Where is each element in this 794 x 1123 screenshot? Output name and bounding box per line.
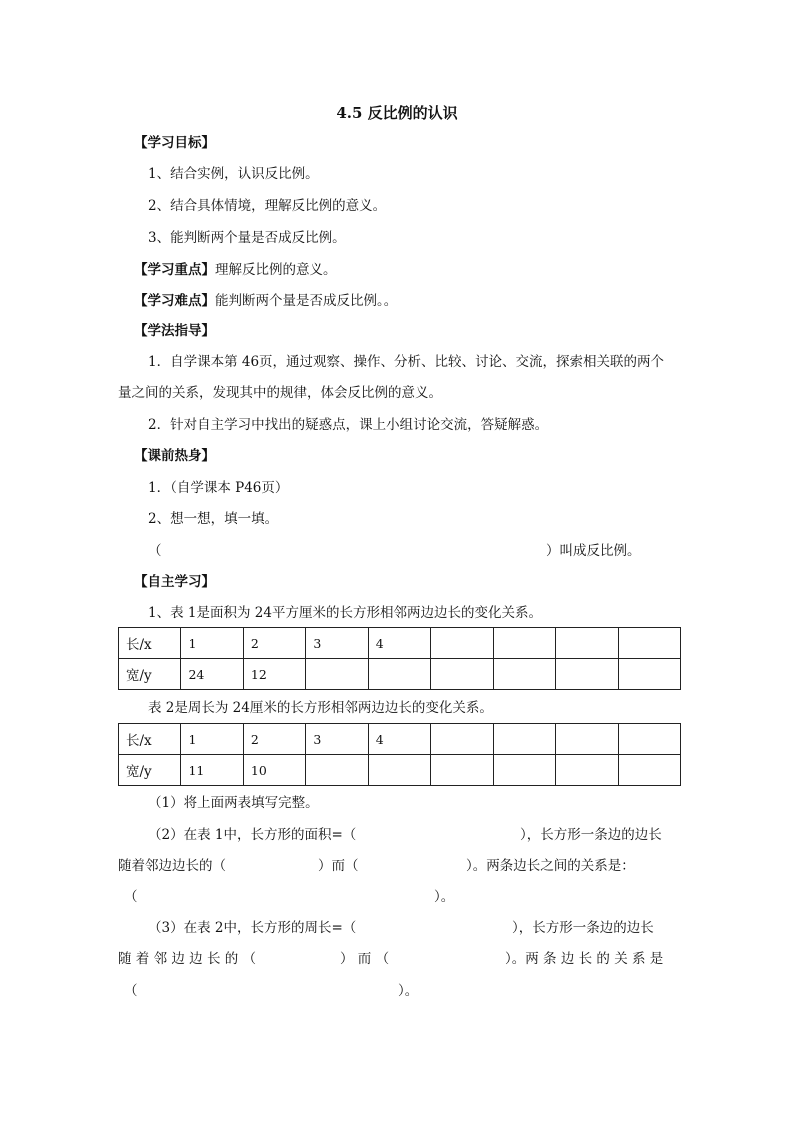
key-point-heading: 【学习重点】: [134, 262, 215, 278]
table-cell: [493, 628, 555, 659]
question-3-line3-a: （: [124, 983, 138, 999]
objective-item-3: 3、能判断两个量是否成反比例。: [148, 230, 346, 246]
question-3-line1-b: ），长方形一条边的边长: [512, 920, 654, 936]
table-cell: [493, 724, 555, 755]
table-cell: [556, 755, 618, 786]
question-2-line3-a: （: [124, 889, 138, 905]
table-row: [119, 755, 681, 786]
table-cell: 2: [243, 724, 305, 755]
method-p1-line2: 量之间的关系，发现其中的规律，体会反比例的意义。: [118, 385, 442, 401]
table-cell: [618, 659, 681, 690]
table-cell: 宽/y: [119, 755, 181, 786]
question-1: （1）将上面两表填写完整。: [148, 795, 319, 811]
difficulty-heading: 【学习难点】: [134, 293, 215, 309]
table-cell: [618, 628, 681, 659]
warmup-item-2: 2、想一想，填一填。: [148, 511, 279, 527]
table-cell: [306, 659, 368, 690]
table-cell: 2: [243, 628, 305, 659]
table-cell: 宽/y: [119, 659, 181, 690]
table-cell: 4: [368, 724, 430, 755]
warmup-heading: 【课前热身】: [134, 448, 215, 464]
table-cell: 长/x: [119, 724, 181, 755]
table-cell: [306, 755, 368, 786]
table-cell: [556, 628, 618, 659]
question-2-line2-c: ）。两条边长之间的关系是：: [466, 858, 635, 874]
table-cell: 长/x: [119, 628, 181, 659]
difficulty-line: [134, 292, 397, 310]
table-cell: 3: [306, 724, 368, 755]
question-3-line1-a: （3）在表 2中，长方形的周长=（: [148, 920, 357, 936]
table-cell: 12: [243, 659, 305, 690]
table-cell: [618, 724, 681, 755]
table-cell: 24: [181, 659, 243, 690]
table-cell: [368, 755, 430, 786]
page-title: 4.5 反比例的认识: [336, 104, 458, 122]
table-cell: [493, 755, 555, 786]
table1-caption: 1、表 1是面积为 24平方厘米的长方形相邻两边边长的变化关系。: [148, 605, 542, 621]
key-point-text: 理解反比例的意义。: [215, 262, 337, 278]
table-row: [119, 628, 681, 659]
objectives-heading: 【学习目标】: [134, 135, 215, 151]
question-3-line2-a: 随 着 邻 边 边 长 的 （: [118, 951, 257, 967]
method-heading: 【学法指导】: [134, 323, 215, 339]
method-p1-line1: 1．自学课本第 46页，通过观察、操作、分析、比较、讨论、交流，探索相关联的两个: [148, 354, 665, 370]
table-cell: 1: [181, 724, 243, 755]
table-1: [118, 627, 681, 690]
table-cell: [431, 724, 493, 755]
question-2-line2-a: 随着邻边边长的（: [118, 858, 226, 874]
question-2-line1-b: ），长方形一条边的边长: [520, 827, 662, 843]
table-row: [119, 724, 681, 755]
table-cell: 3: [306, 628, 368, 659]
objective-item-2: 2、结合具体情境，理解反比例的意义。: [148, 198, 387, 214]
warmup-blank-close: ）叫成反比例。: [546, 543, 641, 559]
table2-caption: 表 2是周长为 24厘米的长方形相邻两边边长的变化关系。: [148, 700, 493, 716]
table-cell: [556, 724, 618, 755]
question-2-line3-b: ）。: [434, 889, 455, 905]
method-p2: 2．针对自主学习中找出的疑惑点，课上小组讨论交流，答疑解惑。: [148, 417, 549, 433]
warmup-item-1: 1．（自学课本 P46页）: [148, 480, 289, 496]
table-cell: [618, 755, 681, 786]
table-cell: 4: [368, 628, 430, 659]
table-row: [119, 659, 681, 690]
question-2-line2-b: ）而（: [318, 858, 359, 874]
table-cell: [493, 659, 555, 690]
difficulty-text: 能判断两个量是否成反比例。。: [215, 293, 398, 309]
table-cell: [368, 659, 430, 690]
table-cell: 11: [181, 755, 243, 786]
table-cell: 1: [181, 628, 243, 659]
key-point-line: [134, 261, 337, 279]
question-3-line2-c: ）。两 条 边 长 的 关 系 是: [505, 951, 664, 967]
table-cell: [431, 755, 493, 786]
warmup-blank-open: （: [148, 543, 162, 559]
table-cell: 10: [243, 755, 305, 786]
table-cell: [556, 659, 618, 690]
self-study-heading: 【自主学习】: [134, 574, 215, 590]
table-cell: [431, 659, 493, 690]
objective-item-1: 1、结合实例，认识反比例。: [148, 166, 319, 182]
question-3-line2-b: ） 而 （: [340, 951, 390, 967]
question-3-line3-b: ）。: [398, 983, 419, 999]
table-2: [118, 723, 681, 786]
question-2-line1-a: （2）在表 1中，长方形的面积=（: [148, 827, 357, 843]
table-cell: [431, 628, 493, 659]
